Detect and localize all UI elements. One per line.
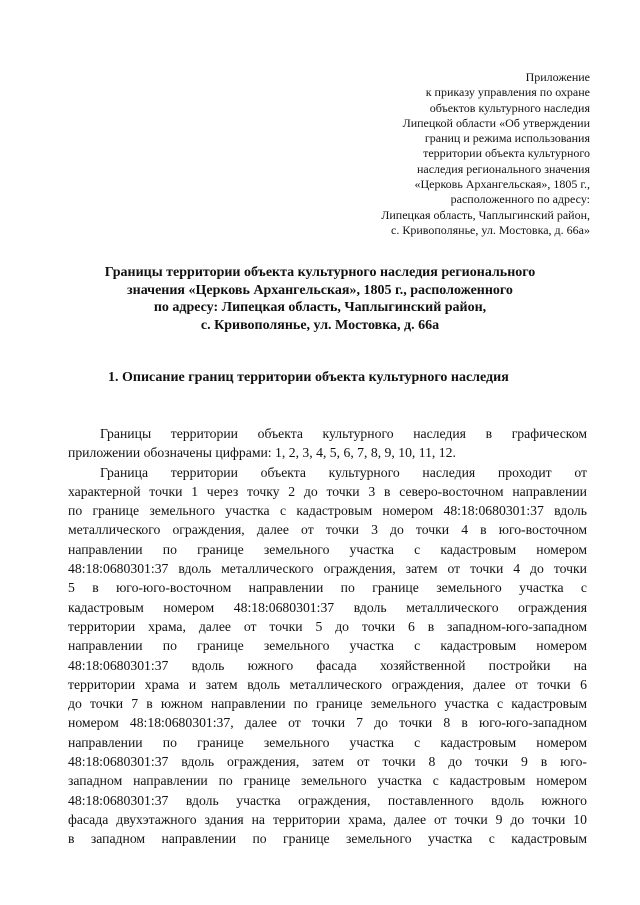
body-line: территории храма, далее от точки 5 до точки 6 в западном-юго-западном [68,618,587,634]
section-heading: 1. Описание границ территории объекта культурного наследия [108,370,509,385]
body-line: направлении по границе земельного участка с кадастровым номером [68,541,587,557]
appendix-line: наследия регионального значения [416,161,590,176]
body-line: 48:18:0680301:37 вдоль южного фасада хозяйственной постройки на [68,657,587,673]
appendix-line: с. Кривополянье, ул. Мостовка, д. 66а» [391,222,590,237]
body-line: фасада двухэтажного здания на территории храма, далее от точки 9 до точки 10 [68,811,587,827]
body-line: по границе земельного участка с кадастровым номером 48:18:0680301:37 вдоль [68,503,587,519]
appendix-line: Липецкой области «Об утверждении [402,115,590,130]
appendix-line: границ и режима использования [424,131,590,146]
body-line: металлического ограждения, далее от точки 3 до точки 4 в юго-восточном [68,522,587,538]
body-text [68,424,587,849]
body-line: 48:18:0680301:37 вдоль участка ограждения, поставленного вдоль южного [68,792,587,808]
body-line: территории храма и затем вдоль металлического ограждения, далее от точки 6 [68,676,587,692]
appendix-line: расположенного по адресу: [450,192,590,207]
title-line: с. Кривополянье, ул. Мостовка, д. 66а [200,317,440,333]
body-line: Граница территории объекта культурного наследия проходит от [100,464,587,480]
body-line: приложении обозначены цифрами: 1, 2, 3, 4, 5, 6, 7, 8, 9, 10, 11, 12. [68,445,456,461]
title-line: Границы территории объекта культурного наследия регионального [104,265,536,280]
body-line: номером 48:18:0680301:37, далее от точки 7 до точки 8 в юго-юго-западном [68,715,587,731]
body-line: в западном направлении по границе земельного участка с кадастровым [68,831,587,847]
body-line: 48:18:0680301:37 вдоль ограждения, затем от точки 8 до точки 9 в юго- [68,754,587,770]
body-line: 5 в юго-юго-восточном направлении по границе земельного участка с [68,580,587,596]
body-line: Границы территории объекта культурного наследия в графическом [100,426,587,441]
document-title [40,264,600,334]
appendix-line: Приложение [525,70,590,84]
body-line: кадастровым номером 48:18:0680301:37 вдоль металлического ограждения [68,599,587,615]
title-line: по адресу: Липецкая область, Чаплыгинский район, [153,300,487,315]
appendix-header [330,70,590,238]
body-line: 48:18:0680301:37 вдоль металлического ограждения, затем от точки 4 до точки [68,561,587,577]
title-line: значения «Церковь Архангельская», 1805 г., расположенного [127,282,513,298]
body-line: западном направлении по границе земельного участка с кадастровым номером [68,773,587,789]
body-line: характерной точки 1 через точку 2 до точки 3 в северо-восточном направлении [68,483,587,499]
appendix-line: к приказу управления по охране [425,85,590,100]
appendix-line: объектов культурного наследия [429,100,590,115]
appendix-line: «Церковь Архангельская», 1805 г., [414,177,590,192]
appendix-line: территории объекта культурного [423,146,590,161]
body-line: до точки 7 в южном направлении по границе земельного участка с кадастровым [68,696,587,712]
body-line: направлении по границе земельного участка с кадастровым номером [68,638,587,654]
body-line: направлении по границе земельного участка с кадастровым номером [68,734,587,750]
appendix-line: Липецкая область, Чаплыгинский район, [381,207,590,222]
